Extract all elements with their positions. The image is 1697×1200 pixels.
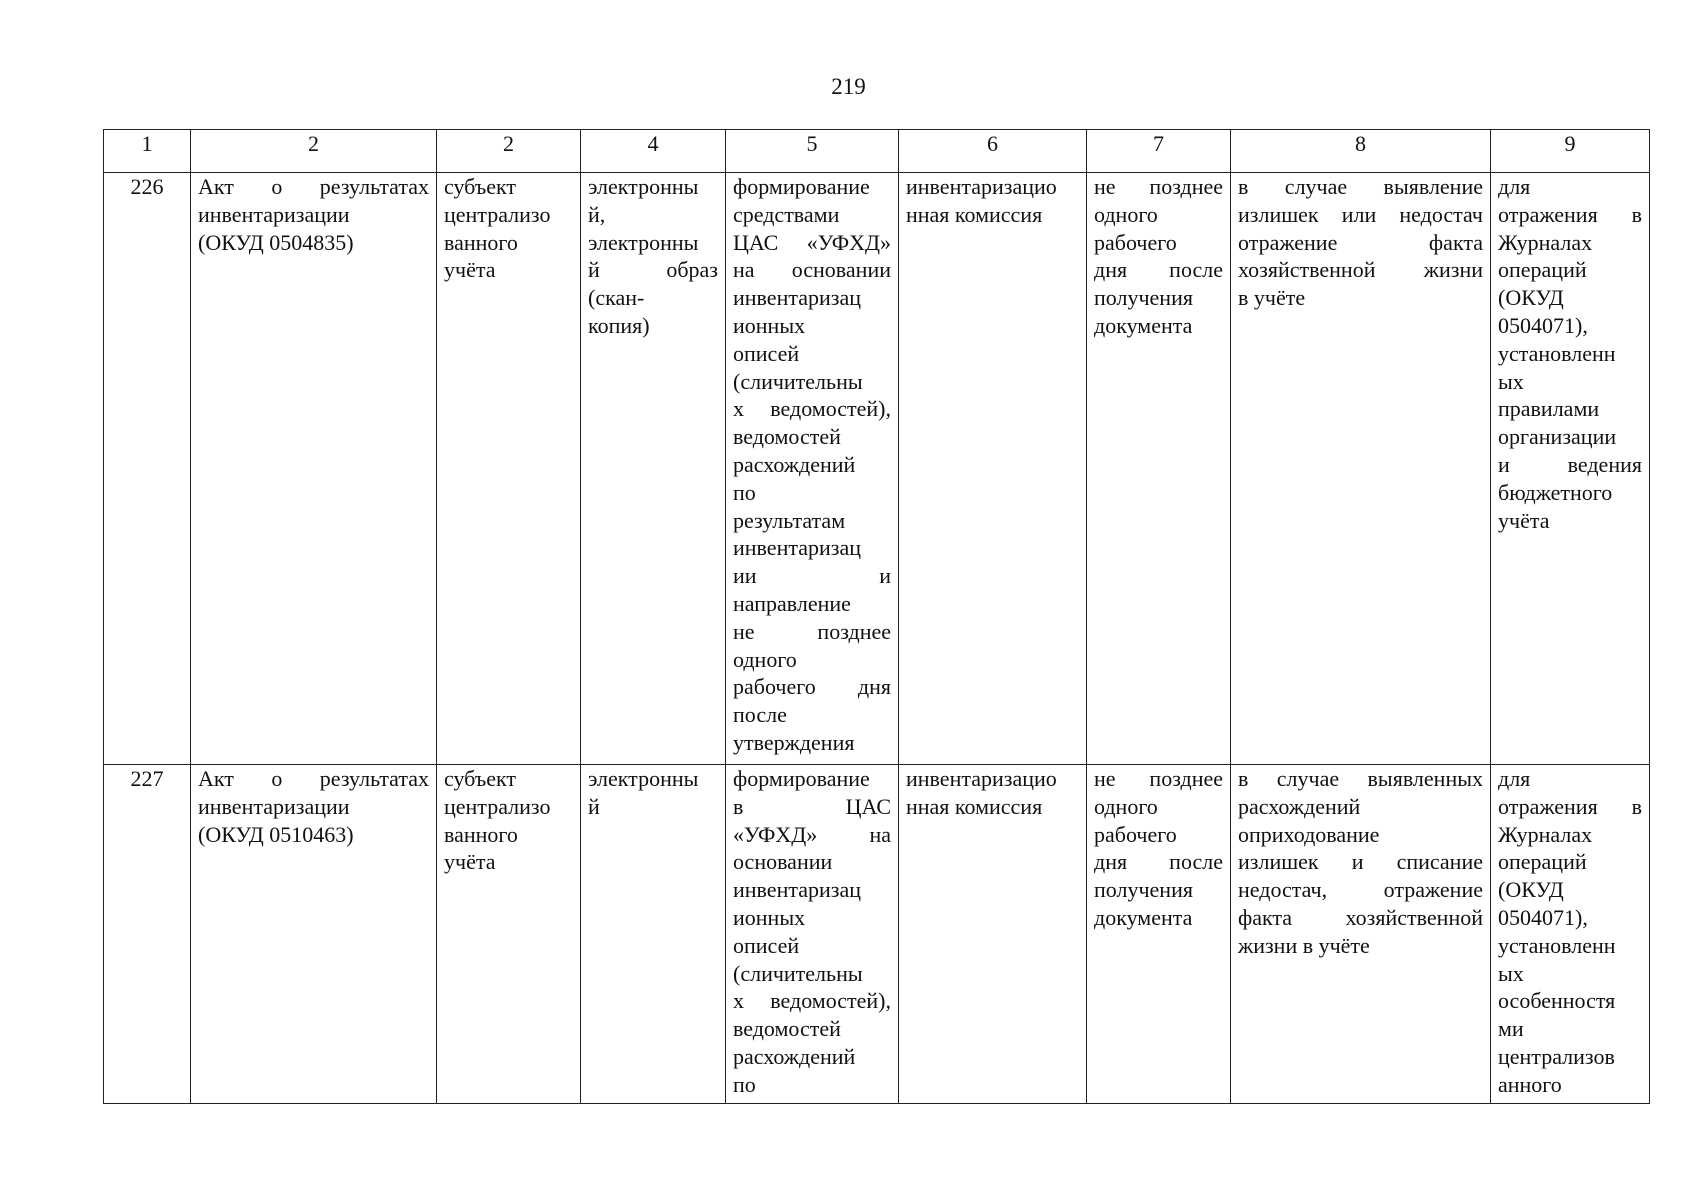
cell-text-line: Журналах: [1498, 821, 1593, 847]
cell-text-line: (ОКУД: [1498, 285, 1564, 311]
cell-text-line: централизов: [1498, 1043, 1615, 1069]
cell-text-line: субъект: [444, 174, 516, 199]
table-row: [104, 765, 1650, 1104]
table-row: [104, 173, 1650, 765]
header-cell: 5: [726, 130, 899, 173]
cell-text-line: й: [588, 793, 600, 819]
cell-text-line: недостач, отражение: [1238, 877, 1483, 903]
receiver-cell: [899, 173, 1087, 765]
cell-text-line: учёта: [444, 257, 496, 283]
row-number-cell: 227: [104, 765, 191, 1104]
procedure-cell: [726, 173, 899, 765]
header-cell: 7: [1087, 130, 1231, 173]
cell-text-line: расхождений: [1238, 793, 1361, 819]
cell-text-line: ии и: [733, 563, 891, 589]
cell-text-line: нная комиссия: [906, 201, 1043, 227]
cell-text-line: по: [733, 1071, 756, 1097]
format-cell: [581, 765, 726, 1104]
cell-text-line: дня после: [1094, 849, 1223, 875]
cell-text-line: ионных: [733, 312, 806, 338]
cell-text-line: ванного: [444, 821, 518, 847]
cell-text-line: средствами: [733, 201, 840, 227]
cell-text-line: учёта: [1498, 507, 1550, 533]
cell-text-line: (сличительны: [733, 368, 863, 394]
cell-text-line: й образ: [588, 257, 718, 283]
action-cell: [1231, 173, 1491, 765]
cell-text-line: одного: [1094, 793, 1158, 819]
cell-text-line: электронны: [588, 174, 699, 199]
cell-text-line: копия): [588, 312, 650, 338]
page-number: 219: [831, 74, 866, 99]
cell-text-line: (сличительны: [733, 960, 863, 986]
cell-text-line: ЦАС «УФХД»: [733, 229, 891, 255]
cell-text-line: основании: [733, 849, 833, 875]
cell-text-line: анного: [1498, 1071, 1562, 1097]
cell-text-line: в ЦАС: [733, 793, 891, 819]
cell-text-line: «УФХД» на: [733, 821, 891, 847]
cell-text-line: централизо: [444, 201, 551, 227]
cell-text-line: одного: [1094, 201, 1158, 227]
cell-text-line: установленн: [1498, 932, 1616, 958]
header-cell: 8: [1231, 130, 1491, 173]
format-cell: [581, 173, 726, 765]
cell-text-line: ведомостей: [733, 1016, 841, 1042]
cell-text-line: 0504071),: [1498, 904, 1588, 930]
cell-text-line: правилами: [1498, 396, 1600, 422]
cell-text-line: ми: [1498, 1016, 1524, 1042]
responsible-cell: [437, 173, 581, 765]
cell-text-line: электронны: [588, 766, 699, 791]
deadline-cell: [1087, 765, 1231, 1104]
cell-text-line: операций: [1498, 257, 1587, 283]
cell-text-line: после: [733, 702, 787, 728]
cell-text-line: Акт о результатах: [198, 174, 429, 199]
cell-text-line: утверждения: [733, 729, 855, 755]
cell-text-line: направление: [733, 590, 851, 616]
cell-text-line: отражения в: [1498, 793, 1642, 819]
cell-text-line: излишек и списание: [1238, 849, 1483, 875]
cell-text-line: Акт о результатах: [198, 766, 429, 791]
cell-text-line: особенностя: [1498, 988, 1616, 1014]
cell-text-line: оприходование: [1238, 821, 1380, 847]
purpose-cell: [1491, 765, 1650, 1104]
cell-text-line: рабочего: [1094, 821, 1177, 847]
responsible-cell: [437, 765, 581, 1104]
cell-text-line: инвентаризац: [733, 877, 861, 903]
cell-text-line: ых: [1498, 960, 1524, 986]
cell-text-line: не позднее: [1094, 174, 1223, 199]
cell-text-line: инвентаризации: [198, 793, 350, 819]
cell-text-line: ых: [1498, 368, 1524, 394]
cell-text-line: (скан-: [588, 285, 645, 311]
cell-text-line: одного: [733, 646, 797, 672]
cell-text-line: в учёте: [1238, 285, 1306, 311]
cell-text-line: (ОКУД: [1498, 877, 1564, 903]
cell-text-line: отражение факта: [1238, 229, 1483, 255]
cell-text-line: организации: [1498, 424, 1617, 450]
cell-text-line: ванного: [444, 229, 518, 255]
cell-text-line: х ведомостей),: [733, 396, 891, 422]
cell-text-line: на основании: [733, 257, 891, 283]
cell-text-line: й,: [588, 201, 606, 227]
document-name-cell: [191, 173, 437, 765]
cell-text-line: электронны: [588, 229, 699, 255]
cell-text-line: формирование: [733, 174, 870, 199]
header-cell: 1: [104, 130, 191, 173]
cell-text-line: бюджетного: [1498, 479, 1613, 505]
cell-text-line: не позднее: [733, 618, 891, 644]
cell-text-line: рабочего: [1094, 229, 1177, 255]
cell-text-line: инвентаризацио: [906, 174, 1057, 199]
cell-text-line: инвентаризацио: [906, 766, 1057, 791]
cell-text-line: хозяйственной жизни: [1238, 257, 1483, 283]
cell-text-line: субъект: [444, 766, 516, 791]
deadline-cell: [1087, 173, 1231, 765]
cell-text-line: инвентаризации: [198, 201, 350, 227]
receiver-cell: [899, 765, 1087, 1104]
cell-text-line: (ОКУД 0504835): [198, 229, 354, 255]
purpose-cell: [1491, 173, 1650, 765]
cell-text-line: х ведомостей),: [733, 988, 891, 1014]
cell-text-line: факта хозяйственной: [1238, 904, 1483, 930]
cell-text-line: (ОКУД 0510463): [198, 821, 354, 847]
cell-text-line: по: [733, 479, 756, 505]
document-name-cell: [191, 765, 437, 1104]
cell-text-line: для: [1498, 766, 1531, 791]
document-table: [103, 129, 1650, 1104]
cell-text-line: описей: [733, 932, 800, 958]
header-cell: 9: [1491, 130, 1650, 173]
header-cell: 2: [437, 130, 581, 173]
cell-text-line: расхождений: [733, 451, 856, 477]
cell-text-line: для: [1498, 174, 1531, 199]
cell-text-line: дня после: [1094, 257, 1223, 283]
cell-text-line: рабочего дня: [733, 674, 891, 700]
header-cell: 6: [899, 130, 1087, 173]
procedure-cell: [726, 765, 899, 1104]
cell-text-line: инвентаризац: [733, 535, 861, 561]
row-number-cell: 226: [104, 173, 191, 765]
cell-text-line: получения: [1094, 877, 1193, 903]
cell-text-line: документа: [1094, 312, 1193, 338]
header-cell: 2: [191, 130, 437, 173]
action-cell: [1231, 765, 1491, 1104]
cell-text-line: Журналах: [1498, 229, 1593, 255]
cell-text-line: расхождений: [733, 1043, 856, 1069]
cell-text-line: не позднее: [1094, 766, 1223, 791]
cell-text-line: 0504071),: [1498, 312, 1588, 338]
cell-text-line: нная комиссия: [906, 793, 1043, 819]
cell-text-line: получения: [1094, 285, 1193, 311]
cell-text-line: формирование: [733, 766, 870, 791]
cell-text-line: установленн: [1498, 340, 1616, 366]
cell-text-line: инвентаризац: [733, 285, 861, 311]
cell-text-line: ионных: [733, 904, 806, 930]
cell-text-line: документа: [1094, 904, 1193, 930]
cell-text-line: отражения в: [1498, 201, 1642, 227]
cell-text-line: в случае выявленных: [1238, 766, 1483, 791]
cell-text-line: операций: [1498, 849, 1587, 875]
header-cell: 4: [581, 130, 726, 173]
cell-text-line: описей: [733, 340, 800, 366]
cell-text-line: результатам: [733, 507, 846, 533]
cell-text-line: учёта: [444, 849, 496, 875]
header-row: [104, 130, 1650, 173]
cell-text-line: жизни в учёте: [1238, 932, 1370, 958]
cell-text-line: централизо: [444, 793, 551, 819]
cell-text-line: в случае выявление: [1238, 174, 1483, 199]
cell-text-line: и ведения: [1498, 451, 1642, 477]
cell-text-line: излишек или недостач: [1238, 201, 1483, 227]
cell-text-line: ведомостей: [733, 424, 841, 450]
